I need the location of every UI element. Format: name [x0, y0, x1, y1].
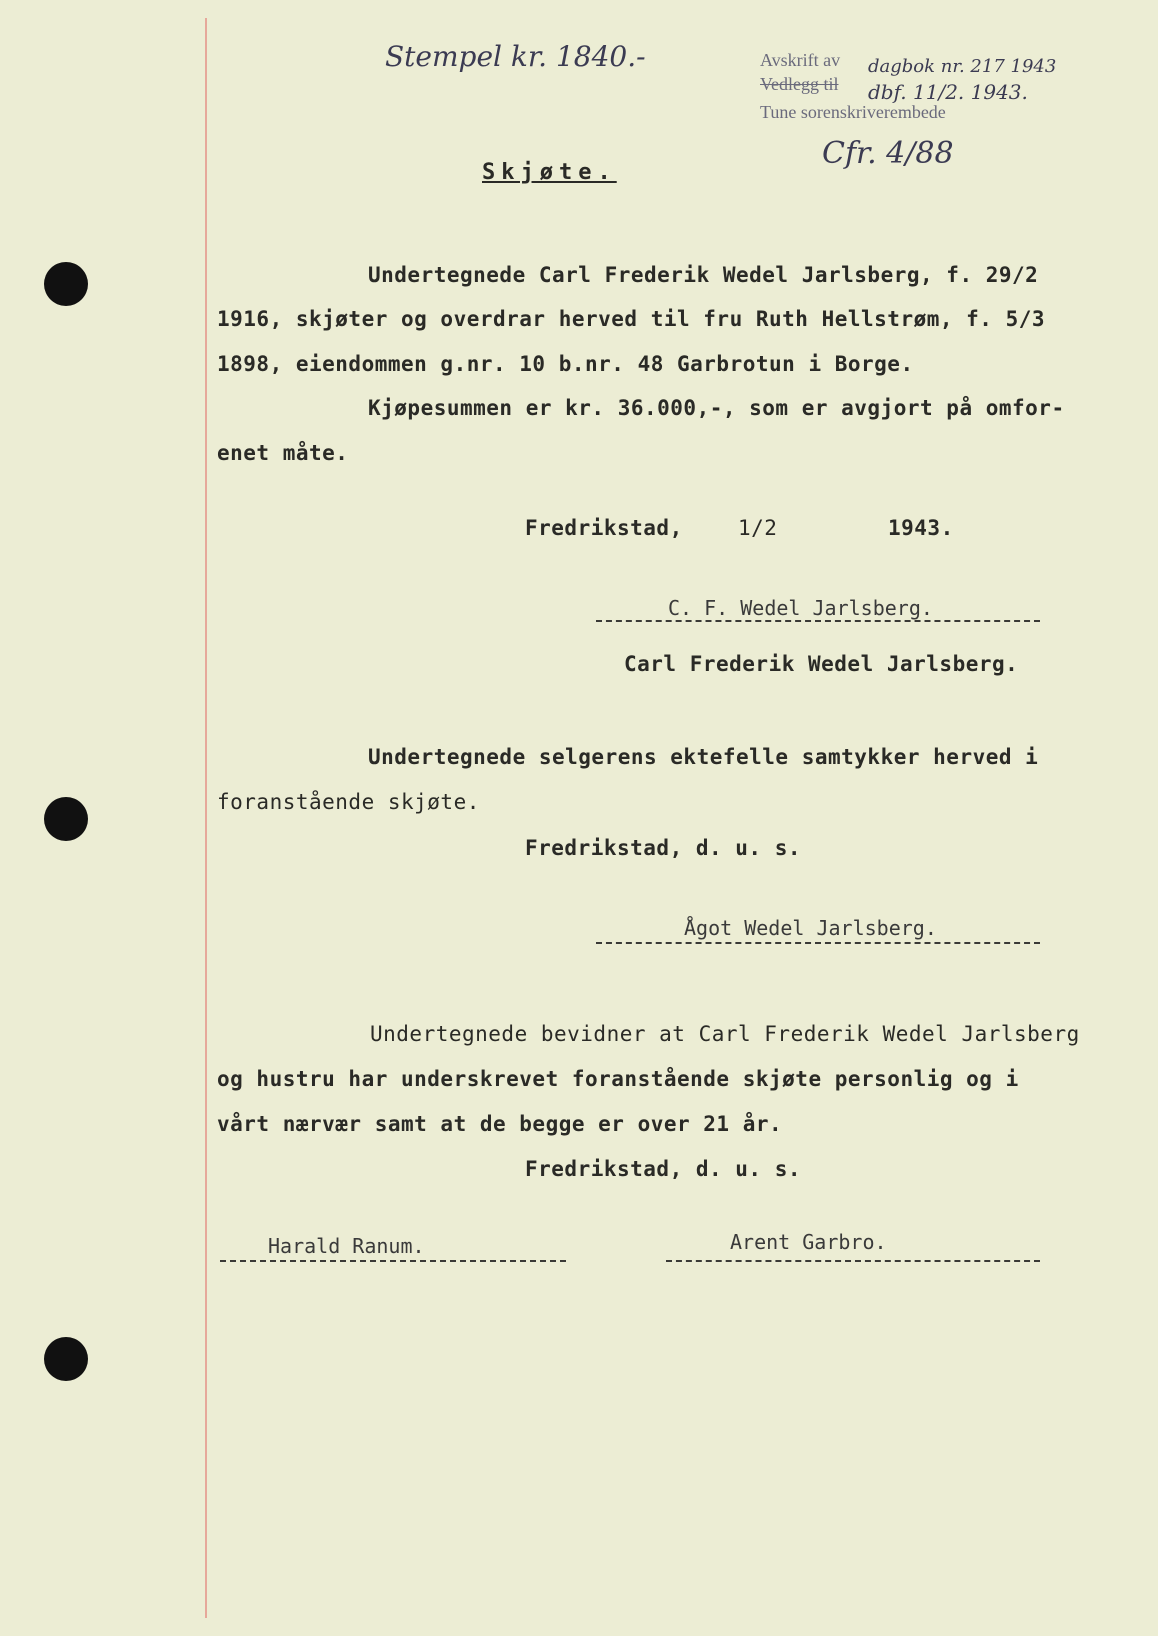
witness-1: Harald Ranum. — [268, 1234, 425, 1258]
para3-line1: Undertegnede selgerens ektefelle samtykker herved i — [368, 745, 1039, 769]
stamp-line-2-hand: dbf. 11/2. 1943. — [868, 80, 1028, 104]
document-title: Skjøte. — [482, 160, 617, 185]
place-date-2: Fredrikstad, d. u. s. — [525, 836, 802, 860]
signature-line — [596, 620, 1040, 622]
para4-line1: Undertegnede bevidner at Carl Frederik Wedel Jarlsberg — [370, 1022, 1080, 1046]
reference-note: Cfr. 4/88 — [822, 136, 954, 171]
signature-2: Ågot Wedel Jarlsberg. — [684, 916, 937, 940]
stamp-line-1: Avskrift av — [760, 50, 841, 70]
para2-line1: Kjøpesummen er kr. 36.000,-, som er avgjort på omfor- — [368, 396, 1065, 420]
para1-line1: Undertegnede Carl Frederik Wedel Jarlsberg, f. 29/2 — [368, 263, 1039, 287]
para4-line3: vårt nærvær samt at de begge er over 21 år. — [217, 1112, 783, 1136]
stamp-line-1-hand: dagbok nr. 217 1943 — [868, 56, 1057, 77]
stamp-fee-note: Stempel kr. 1840.- — [385, 40, 646, 73]
punch-hole — [44, 797, 88, 841]
signature-1-printed: Carl Frederik Wedel Jarlsberg. — [624, 652, 1019, 676]
punch-hole — [44, 262, 88, 306]
place-date-1-year: 1943. — [888, 516, 954, 540]
punch-hole — [44, 1337, 88, 1381]
witness-2: Arent Garbro. — [730, 1230, 887, 1254]
signature-line — [596, 942, 1040, 944]
stamp-line-2: Vedlegg til — [760, 74, 839, 94]
para4-line2: og hustru har underskrevet foranstående skjøte personlig og i — [217, 1067, 1019, 1091]
witness-1-line — [220, 1260, 566, 1262]
para1-line2: 1916, skjøter og overdrar herved til fru Ruth Hellstrøm, f. 5/3 — [217, 307, 1046, 331]
place-date-3: Fredrikstad, d. u. s. — [525, 1157, 802, 1181]
place-date-1-date: 1/2 — [738, 516, 778, 540]
signature-1: C. F. Wedel Jarlsberg. — [668, 596, 933, 620]
witness-2-line — [666, 1260, 1040, 1262]
para3-line2: foranstående skjøte. — [217, 790, 480, 814]
para2-line2: enet måte. — [217, 441, 349, 465]
para1-line3: 1898, eiendommen g.nr. 10 b.nr. 48 Garbrotun i Borge. — [217, 352, 914, 376]
stamp-line-3: Tune sorenskriverembede — [760, 102, 946, 122]
margin-line — [205, 18, 207, 1618]
place-date-1-place: Fredrikstad, — [525, 516, 683, 540]
